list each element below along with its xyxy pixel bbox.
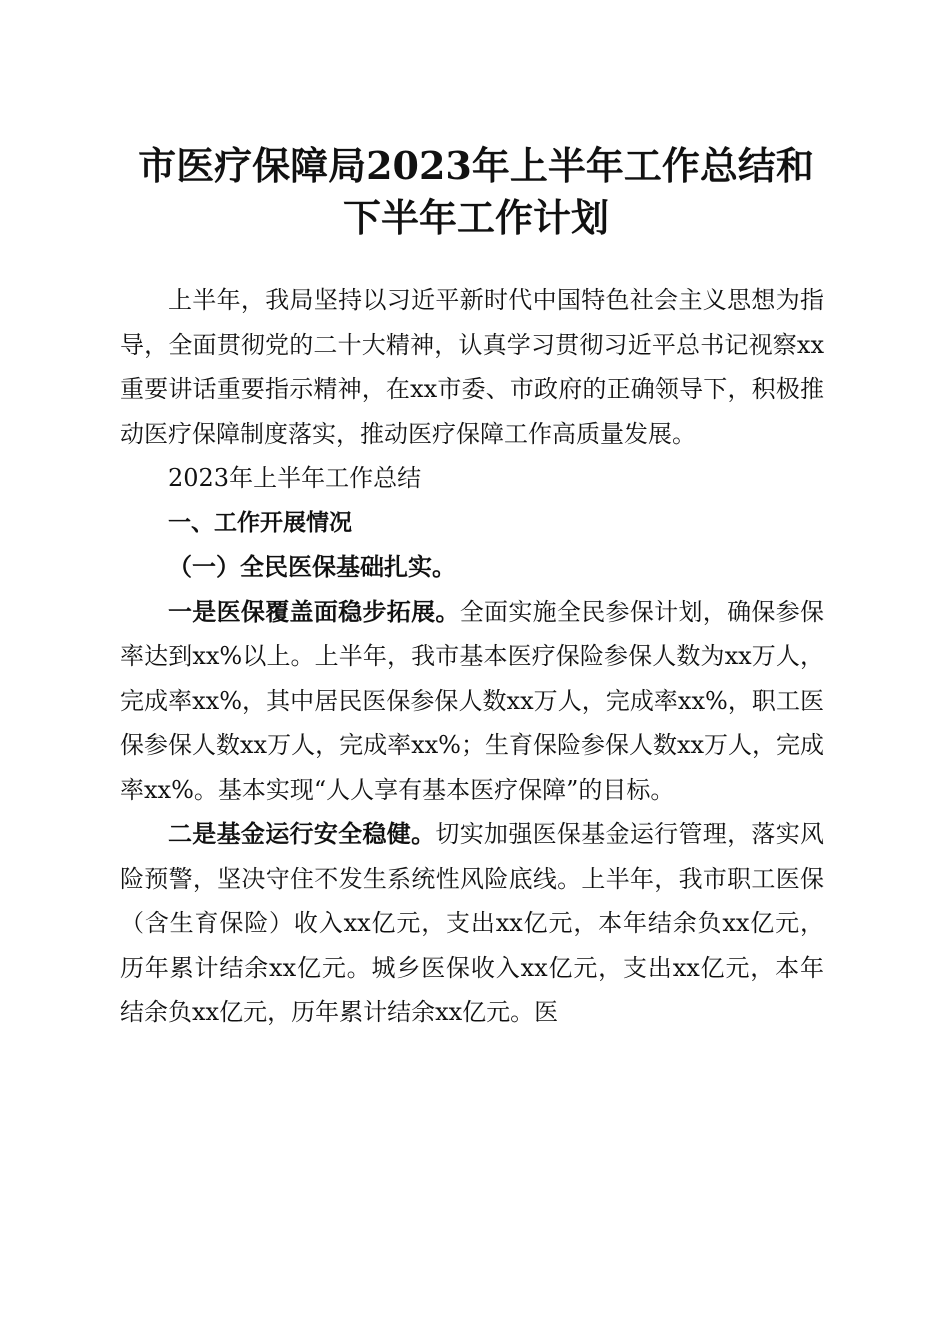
document-title: 市医疗保障局2023年上半年工作总结和下半年工作计划 [138,143,814,240]
heading-work-status: 一、工作开展情况 [168,509,352,536]
paragraph-fund-operation [120,812,824,1035]
paragraph-fund-lead: 二是基金运行安全稳健。 [168,819,436,848]
paragraph-coverage-text: 全面实施全民参保计划，确保参保率达到xx%以上。上半年，我市基本医疗保险参保人数为xx万人，完成率xx%，其中居民医保参保人数xx万人，完成率xx%，职工医保参保人数xx万人，完成率xx%；生育保险参保人数xx万人，完成率xx%。基本实现“人人享有基本医疗保障”的目标。 [120,597,825,804]
paragraph-coverage [120,590,824,813]
section-label: 2023年上半年工作总结 [168,464,422,492]
document-body [120,278,824,1035]
intro-paragraph: 上半年，我局坚持以习近平新时代中国特色社会主义思想为指导，全面贯彻党的二十大精神，认真学习贯彻习近平总书记视察xx重要讲话重要指示精神，在xx市委、市政府的正确领导下，积极推动医疗保障制度落实，推动医疗保障工作高质量发展。 [120,286,824,448]
subheading-universal-insurance: （一）全民医保基础扎实。 [168,552,456,581]
paragraph-fund-text: 切实加强医保基金运行管理，落实风险预警，坚决守住不发生系统性风险底线。上半年，我市职工医保（含生育保险）收入xx亿元，支出xx亿元，本年结余负xx亿元，历年累计结余xx亿元。城乡医保收入xx亿元，支出xx亿元，本年结余负xx亿元，历年累计结余xx亿元。医 [120,820,825,1026]
paragraph-coverage-lead: 一是医保覆盖面稳步拓展。 [168,596,460,626]
